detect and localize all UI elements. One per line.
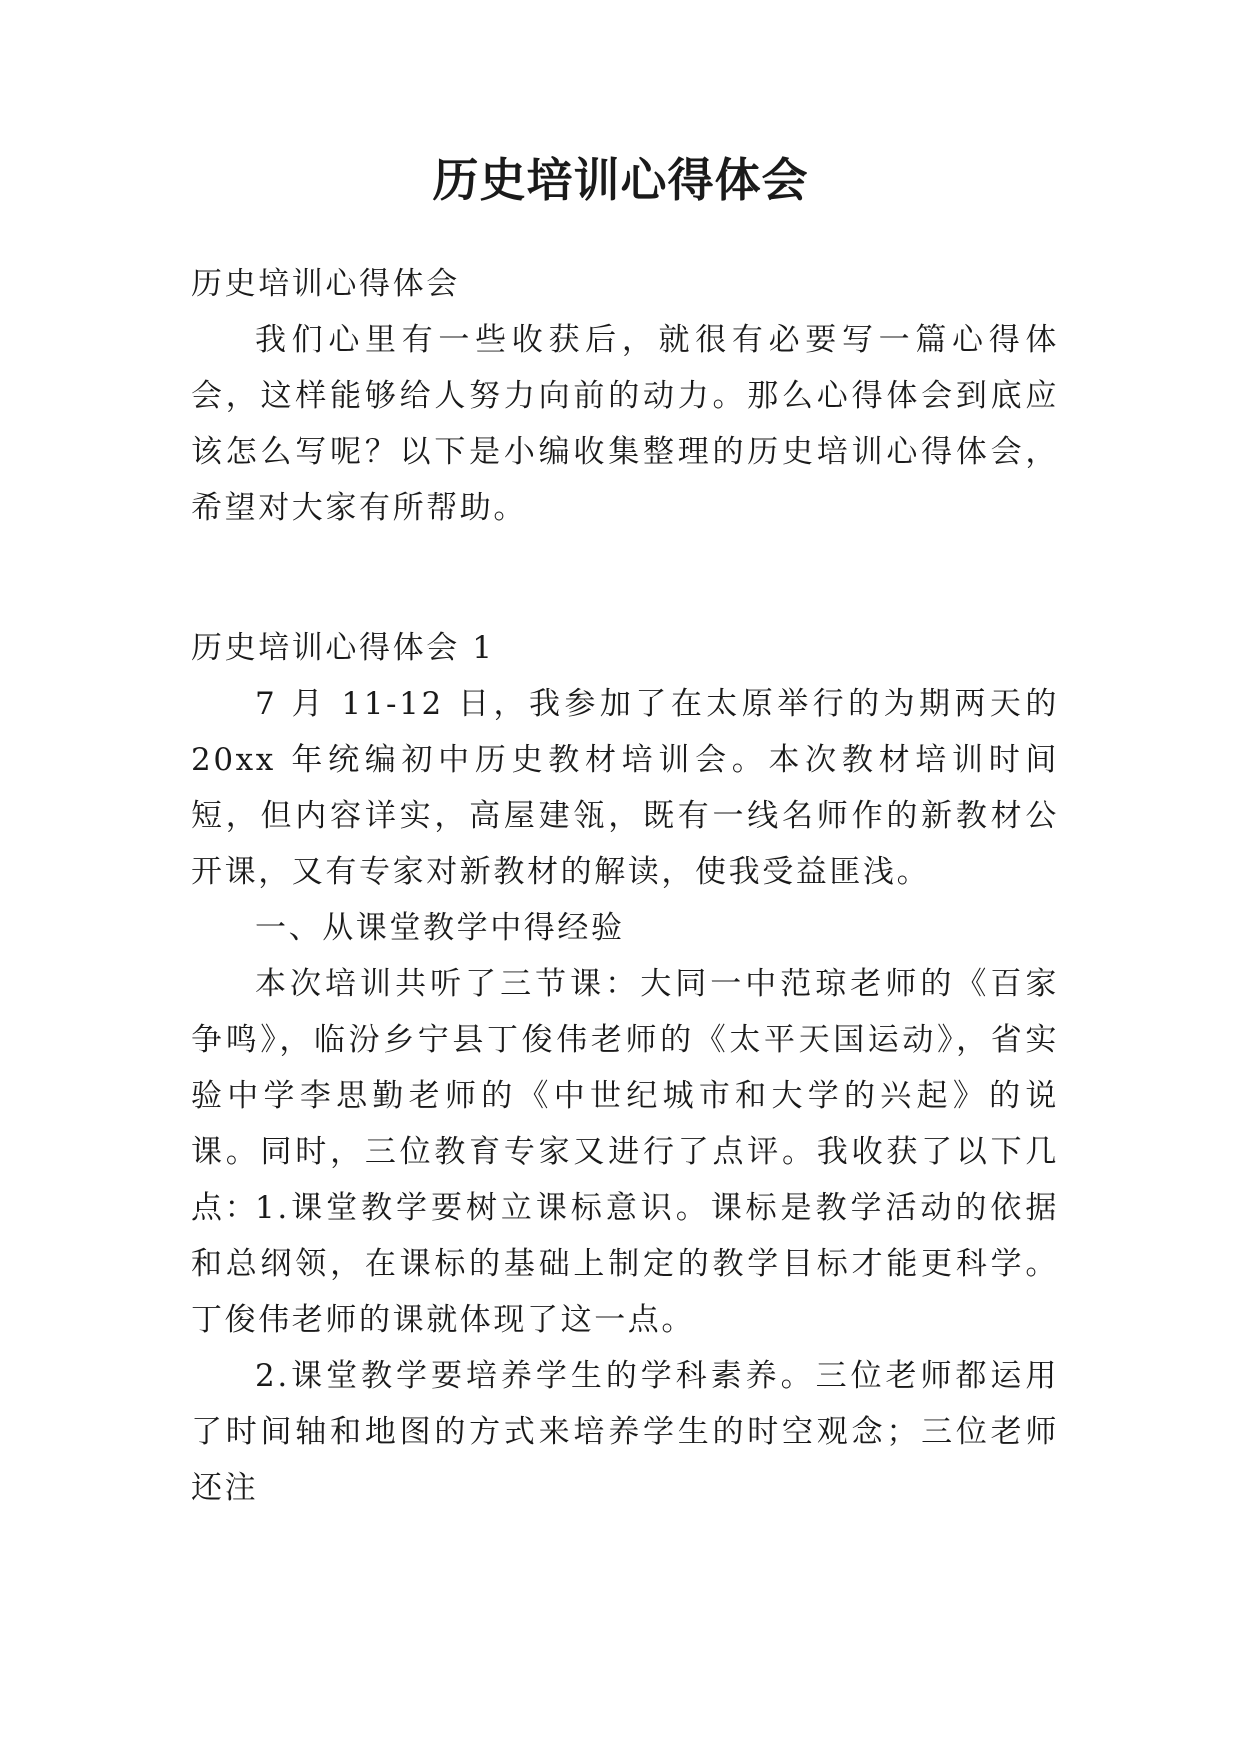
point-2: 2.课堂教学要培养学生的学科素养。三位老师都运用了时间轴和地图的方式来培养学生的时空观念；三位老师还注 — [191, 1358, 1059, 1506]
intro-heading: 历史培训心得体会 — [191, 266, 460, 302]
document-title: 历史培训心得体会 — [432, 153, 809, 207]
section-heading: 历史培训心得体会 1 — [191, 630, 495, 666]
subheading-1: 一、从课堂教学中得经验 — [255, 910, 625, 946]
point-1: 1.课堂教学要树立课标意识。课标是教学活动的依据和总纲领，在课标的基础上制定的教学目标才能更科学。丁俊伟老师的课就体现了这一点。 — [191, 1190, 1059, 1338]
paragraph-2: 本次培训共听了三节课：大同一中范琼老师的《百家争鸣》，临汾乡宁县丁俊伟老师的《太平天国运动》，省实验中学李思勤老师的《中世纪城市和大学的兴起》的说课。同时，三位教育专家又进行了点评。我收获了以下几点： — [191, 966, 1059, 1226]
paragraph-1: 7 月 11-12 日，我参加了在太原举行的为期两天的 20xx 年统编初中历史教材培训会。本次教材培训时间短，但内容详实，高屋建瓴，既有一线名师作的新教材公开课，又有专家对新教材的解读，使我受益匪浅。 — [191, 686, 1059, 890]
intro-paragraph: 我们心里有一些收获后，就很有必要写一篇心得体会，这样能够给人努力向前的动力。那么心得体会到底应该怎么写呢？以下是小编收集整理的历史培训心得体会，希望对大家有所帮助。 — [191, 322, 1059, 526]
